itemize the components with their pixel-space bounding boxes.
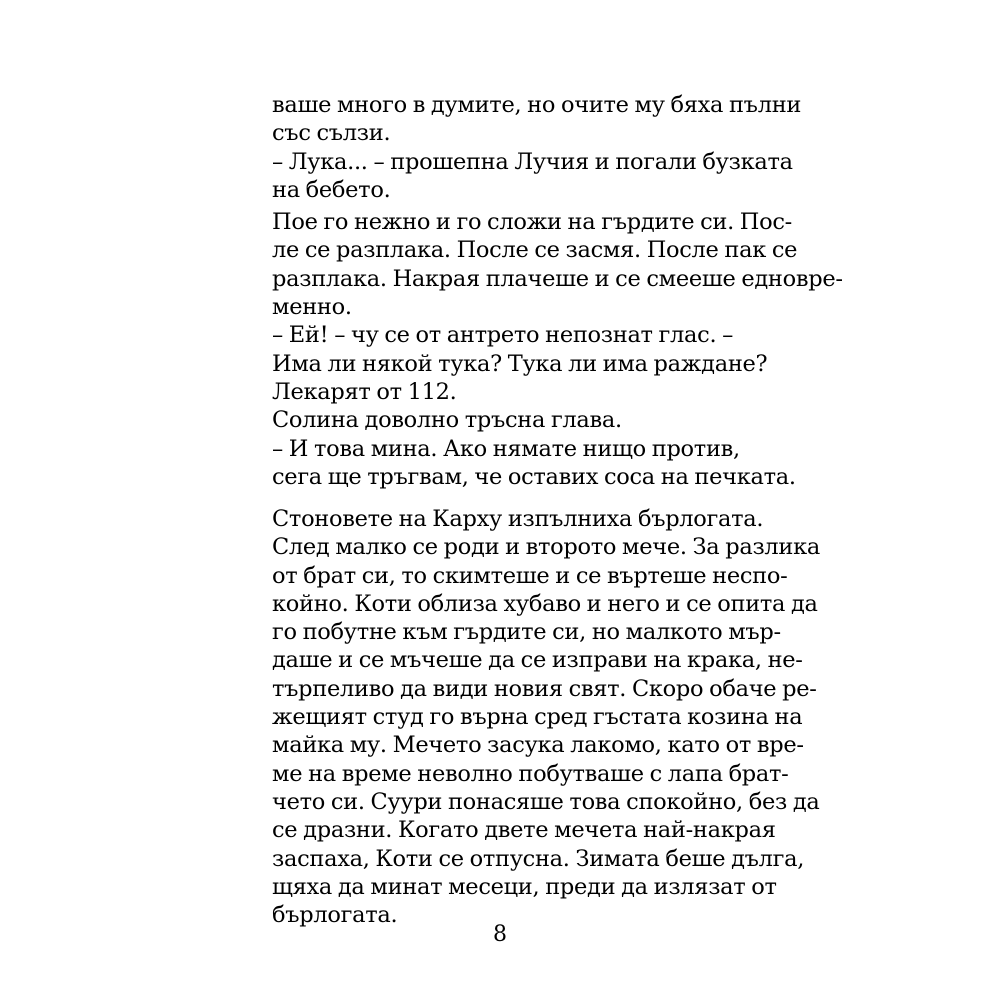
text-line: ваше много в думите, но очите му бяха пълни [272, 92, 802, 118]
text-line: – Ей! – чу се от антрето непознат глас. – [272, 322, 734, 349]
text-line: даше и се мъчеше да се изправи на крака, не- [272, 647, 803, 674]
text-line: Лекарят от 112. [272, 378, 457, 405]
text-line: След малко се роди и второто мече. За разлика [272, 534, 820, 561]
text-line: бърлогата. [272, 902, 398, 929]
text-line: Солина доволно тръсна глава. [272, 407, 622, 434]
text-line: се дразни. Когато двете мечета най-накрая [272, 817, 776, 844]
text-line: разплака. Накрая плачеше и се смееше едновре- [272, 265, 843, 292]
text-line: сега ще тръгвам, че оставих соса на печката. [272, 463, 796, 490]
text-line: Пое го нежно и го сложи на гърдите си. Пос- [272, 209, 792, 236]
text-line: чето си. Суури понасяше това спокойно, без да [272, 788, 820, 815]
page-number: 8 [493, 922, 507, 947]
text-section-2 [272, 505, 820, 929]
text-line: от брат си, то скимтеше и се въртеше неспо- [272, 562, 788, 589]
text-line: майка му. Мечето засука лакомо, като от вре- [272, 732, 804, 759]
text-line: търпеливо да види новия свят. Скоро обаче ре- [272, 675, 817, 702]
text-line: на бебето. [272, 176, 391, 203]
text-line: Има ли някой тука? Тука ли има раждане? [272, 350, 768, 377]
text-line: – Лука... – прошепна Лучия и погали бузката [272, 148, 793, 175]
text-line: ле се разплака. После се засмя. После пак се [272, 237, 798, 264]
text-line: – И това мина. Ако нямате нищо против, [272, 435, 740, 462]
text-line: менно. [272, 294, 352, 321]
text-line: щяха да минат месеци, преди да излязат от [272, 873, 777, 900]
text-line: заспаха, Коти се отпусна. Зимата беше дълга, [272, 845, 805, 872]
text-line: жещият студ го върна сред гъстата козина на [272, 704, 803, 731]
text-line: със сълзи. [272, 120, 391, 147]
text-line: койно. Коти облиза хубаво и него и се опита да [272, 590, 818, 617]
text-line: го побутне към гърдите си, но малкото мър- [272, 619, 781, 646]
text-section-1 [272, 91, 843, 491]
text-line: ме на време неволно побутваше с лапа брат- [272, 760, 789, 787]
text-line: Стоновете на Карху изпълниха бърлогата. [272, 506, 764, 532]
